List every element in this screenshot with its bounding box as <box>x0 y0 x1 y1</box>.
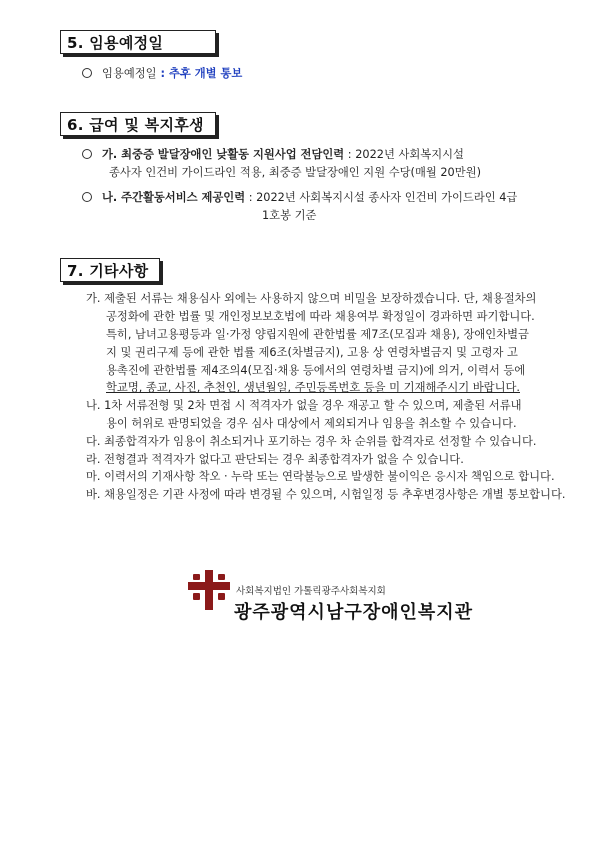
notes-line: 다. 최종합격자가 임용이 취소되거나 포기하는 경우 차 순위를 합격자로 선정할 수 있습니다. <box>86 435 537 448</box>
cross-logo-icon <box>188 570 230 610</box>
section-6-item-1 <box>82 148 464 162</box>
notes-line: 나. 1차 서류전형 및 2차 면접 시 적격자가 없을 경우 재공고 할 수 있으며, 제출된 서류내 <box>86 399 522 412</box>
notes-line: 마. 이력서의 기재사항 착오 · 누락 또는 연락불능으로 발생한 불이익은 응시자 책임으로 합니다. <box>86 470 555 483</box>
salary-item-2-text: : 2022년 사회복지시설 종사자 인건비 가이드라인 4급 <box>245 191 518 204</box>
circle-bullet-icon <box>82 149 92 159</box>
appointment-separator: : <box>156 67 169 80</box>
notes-line: 학교명, 종교, 사진, 추천인, 생년월일, 주민등록번호 등을 미 기재해주시기 바랍니다. <box>106 381 520 394</box>
salary-item-1-label: 가. 최중증 발달장애인 낮활동 지원사업 전담인력 <box>102 148 345 161</box>
notes-line: 용촉진에 관한법률 제4조의4(모집·채용 등에서의 연령차별 금지)에 의거, 이력서 등에 <box>106 364 526 377</box>
notes-line: 가. 제출된 서류는 채용심사 외에는 사용하지 않으며 비밀을 보장하겠습니다. 단, 채용절차의 <box>86 292 537 305</box>
section-6-heading <box>60 112 216 136</box>
section-5-heading <box>60 30 216 54</box>
appointment-value: 추후 개별 통보 <box>168 67 243 80</box>
notes-line: 특히, 남녀고용평등과 일·가정 양립지원에 관한법률 제7조(모집과 채용), 장애인차별금 <box>106 328 529 341</box>
section-6-item-2 <box>82 191 517 205</box>
section-6-title: 6. 급여 및 복지후생 <box>67 116 204 134</box>
section-7-heading <box>60 258 160 282</box>
notes-line: 바. 채용일정은 기관 사정에 따라 변경될 수 있으며, 시험일정 등 추후변경사항은 개별 통보합니다. <box>86 488 566 501</box>
section-5-title: 5. 임용예정일 <box>67 34 164 52</box>
notes-line: 라. 전형결과 적격자가 없다고 판단되는 경우 최종합격자가 없을 수 있습니다. <box>86 453 464 466</box>
notes-line: 용이 허위로 판명되었을 경우 심사 대상에서 제외되거나 임용을 취소할 수 있습니다. <box>106 417 517 430</box>
section-7-title: 7. 기타사항 <box>67 262 149 280</box>
section-5-item <box>82 67 242 81</box>
section-6-item-2-line-2: 1호봉 기준 <box>262 209 317 222</box>
section-6-item-1-line-2: 종사자 인건비 가이드라인 적용, 최중증 발달장애인 지원 수당(매월 20만원) <box>109 166 481 179</box>
circle-bullet-icon <box>82 192 92 202</box>
notes-line: 공정화에 관한 법률 및 개인정보보호법에 따라 채용여부 확정일이 경과하면 파기합니다. <box>106 310 535 323</box>
salary-item-1-text: : 2022년 사회복지시설 <box>344 148 464 161</box>
logo-name: 광주광역시남구장애인복지관 <box>234 602 474 623</box>
logo-subtitle: 사회복지법인 가톨릭광주사회복지회 <box>236 586 386 597</box>
appointment-label: 임용예정일 <box>102 67 157 80</box>
circle-bullet-icon <box>82 68 92 78</box>
notes-line: 지 및 권리구제 등에 관한 법률 제6조(차별금지), 고용 상 연령차별금지 및 고령자 고 <box>106 346 518 359</box>
salary-item-2-label: 나. 주간활동서비스 제공인력 <box>102 191 246 204</box>
